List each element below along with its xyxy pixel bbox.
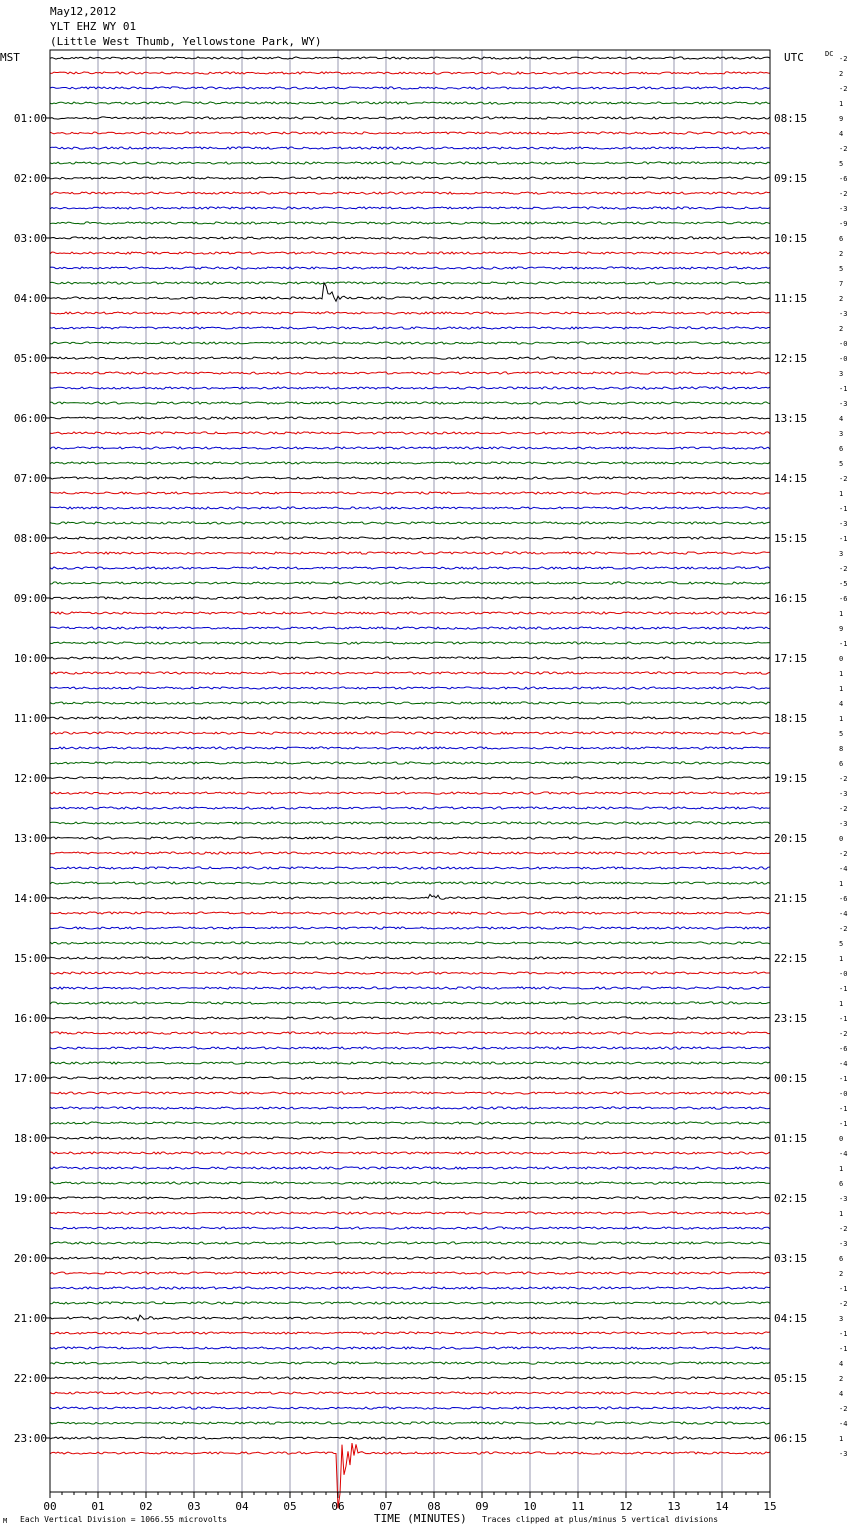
x-tick-label: 12 bbox=[619, 1500, 633, 1513]
trace-line bbox=[50, 672, 770, 674]
dc-offset-label: -3 bbox=[839, 205, 848, 213]
dc-offset-label: -1 bbox=[839, 505, 848, 513]
right-hour-label: 14:15 bbox=[774, 472, 808, 485]
trace-line bbox=[50, 57, 770, 59]
dc-offset-label: -4 bbox=[839, 1150, 848, 1158]
trace-line bbox=[50, 1443, 770, 1508]
dc-offset-label: 5 bbox=[839, 265, 844, 273]
trace-line bbox=[50, 582, 770, 584]
right-hour-label: 10:15 bbox=[774, 232, 808, 245]
trace-line bbox=[50, 882, 770, 884]
trace-line bbox=[50, 792, 770, 794]
trace-line bbox=[50, 657, 770, 659]
trace-line bbox=[50, 1407, 770, 1409]
dc-offset-label: -2 bbox=[839, 190, 848, 198]
right-hour-label: 19:15 bbox=[774, 772, 808, 785]
right-hour-label: 22:15 bbox=[774, 952, 808, 965]
right-hour-label: 13:15 bbox=[774, 412, 808, 425]
trace-line bbox=[50, 342, 770, 344]
left-hour-label: 10:00 bbox=[13, 652, 47, 665]
dc-label: DC bbox=[825, 50, 834, 58]
x-tick-label: 11 bbox=[571, 1500, 585, 1513]
dc-offset-label: 1 bbox=[839, 1000, 844, 1008]
trace-line bbox=[50, 702, 770, 704]
dc-offset-label: -1 bbox=[839, 1015, 848, 1023]
trace-line bbox=[50, 477, 770, 479]
trace-line bbox=[50, 372, 770, 374]
dc-offset-label: -2 bbox=[839, 85, 848, 93]
trace-line bbox=[50, 147, 770, 149]
trace-line bbox=[50, 1437, 770, 1439]
trace-line bbox=[50, 1257, 770, 1259]
trace-line bbox=[50, 1167, 770, 1169]
trace-line bbox=[50, 537, 770, 539]
left-timezone-label: MST bbox=[0, 51, 20, 64]
right-hour-label: 03:15 bbox=[774, 1252, 808, 1265]
dc-offset-label: -2 bbox=[839, 1225, 848, 1233]
dc-offset-label: 4 bbox=[839, 1360, 844, 1368]
trace-line bbox=[50, 1347, 770, 1349]
trace-line bbox=[50, 687, 770, 689]
trace-line bbox=[50, 1047, 770, 1049]
left-hour-label: 02:00 bbox=[13, 172, 47, 185]
dc-offset-label: -6 bbox=[839, 895, 848, 903]
dc-offset-label: 0 bbox=[839, 1135, 844, 1143]
dc-offset-label: 3 bbox=[839, 430, 844, 438]
trace-line bbox=[50, 72, 770, 74]
trace-line bbox=[50, 1032, 770, 1034]
left-hour-labels bbox=[14, 112, 50, 1445]
dc-offset-label: 4 bbox=[839, 130, 844, 138]
dc-offset-label: 2 bbox=[839, 1270, 844, 1278]
dc-offset-label: -1 bbox=[839, 1075, 848, 1083]
dc-offset-label: 2 bbox=[839, 70, 844, 78]
dc-offset-label: 1 bbox=[839, 1165, 844, 1173]
left-hour-label: 22:00 bbox=[13, 1372, 47, 1385]
x-tick-label: 10 bbox=[523, 1500, 537, 1513]
x-axis-label: TIME (MINUTES) bbox=[374, 1512, 467, 1525]
trace-line bbox=[50, 837, 770, 839]
dc-offset-label: 1 bbox=[839, 685, 844, 693]
x-tick-label: 02 bbox=[139, 1500, 153, 1513]
dc-offset-label: -2 bbox=[839, 1030, 848, 1038]
trace-line bbox=[50, 357, 770, 359]
trace-line bbox=[50, 972, 770, 974]
trace-line bbox=[50, 177, 770, 179]
trace-line bbox=[50, 432, 770, 434]
clip-note: Traces clipped at plus/minus 5 vertical divisions bbox=[482, 1515, 719, 1524]
dc-offset-label: -2 bbox=[839, 55, 848, 63]
dc-offset-label: -1 bbox=[839, 985, 848, 993]
dc-offset-label: -1 bbox=[839, 640, 848, 648]
dc-offset-label: -0 bbox=[839, 355, 848, 363]
right-hour-label: 02:15 bbox=[774, 1192, 808, 1205]
trace-line bbox=[50, 192, 770, 194]
dc-offset-label: 3 bbox=[839, 1315, 844, 1323]
trace-line bbox=[50, 927, 770, 929]
trace-line bbox=[50, 1302, 770, 1304]
dc-offset-label: -1 bbox=[839, 1120, 848, 1128]
left-hour-label: 15:00 bbox=[13, 952, 47, 965]
dc-offset-label: 1 bbox=[839, 715, 844, 723]
dc-offset-label: 4 bbox=[839, 1390, 844, 1398]
trace-line bbox=[50, 507, 770, 509]
dc-offset-label: 1 bbox=[839, 610, 844, 618]
trace-line bbox=[50, 894, 770, 899]
dc-offset-label: 5 bbox=[839, 460, 844, 468]
location-label: (Little West Thumb, Yellowstone Park, WY) bbox=[50, 35, 322, 48]
dc-offset-label: 8 bbox=[839, 745, 844, 753]
trace-line bbox=[50, 777, 770, 779]
trace-line bbox=[50, 987, 770, 989]
trace-line bbox=[50, 417, 770, 419]
dc-offset-label: 4 bbox=[839, 415, 844, 423]
right-hour-label: 18:15 bbox=[774, 712, 808, 725]
x-axis bbox=[43, 1492, 776, 1513]
x-tick-label: 14 bbox=[715, 1500, 729, 1513]
dc-offset-label: 5 bbox=[839, 160, 844, 168]
trace-line bbox=[50, 1182, 770, 1184]
dc-offset-label: -4 bbox=[839, 865, 848, 873]
dc-offset-label: -2 bbox=[839, 850, 848, 858]
dc-offset-label: -6 bbox=[839, 175, 848, 183]
trace-line bbox=[50, 942, 770, 944]
dc-offset-label: -0 bbox=[839, 970, 848, 978]
trace-line bbox=[50, 1315, 770, 1321]
trace-line bbox=[50, 1242, 770, 1244]
trace-line bbox=[50, 207, 770, 209]
dc-offset-label: -2 bbox=[839, 1405, 848, 1413]
dc-offset-label: 5 bbox=[839, 730, 844, 738]
x-tick-label: 13 bbox=[667, 1500, 681, 1513]
right-hour-label: 08:15 bbox=[774, 112, 808, 125]
dc-offset-label: -1 bbox=[839, 535, 848, 543]
trace-line bbox=[50, 717, 770, 719]
dc-offset-label: -3 bbox=[839, 400, 848, 408]
trace-line bbox=[50, 1272, 770, 1274]
trace-line bbox=[50, 327, 770, 329]
station-label: YLT EHZ WY 01 bbox=[50, 20, 137, 33]
dc-offset-label: 7 bbox=[839, 280, 844, 288]
dc-offset-label: 4 bbox=[839, 700, 844, 708]
right-hour-label: 16:15 bbox=[774, 592, 808, 605]
dc-offset-label: -6 bbox=[839, 595, 848, 603]
dc-offset-label: -5 bbox=[839, 580, 848, 588]
trace-line bbox=[50, 102, 770, 104]
date-label: May12,2012 bbox=[50, 5, 117, 18]
left-hour-label: 23:00 bbox=[13, 1432, 47, 1445]
trace-line bbox=[50, 1287, 770, 1289]
dc-offset-label: -3 bbox=[839, 1195, 848, 1203]
trace-line bbox=[50, 222, 770, 224]
dc-offset-label: -3 bbox=[839, 310, 848, 318]
dc-offset-label: 2 bbox=[839, 250, 844, 258]
left-hour-label: 12:00 bbox=[13, 772, 47, 785]
trace-line bbox=[50, 747, 770, 749]
left-hour-label: 08:00 bbox=[13, 532, 47, 545]
left-hour-label: 04:00 bbox=[13, 292, 47, 305]
trace-line bbox=[50, 1422, 770, 1424]
right-hour-label: 12:15 bbox=[774, 352, 808, 365]
dc-offset-label: 2 bbox=[839, 1375, 844, 1383]
dc-offset-label: 1 bbox=[839, 670, 844, 678]
trace-line bbox=[50, 283, 770, 301]
dc-offset-label: -1 bbox=[839, 1285, 848, 1293]
x-tick-label: 04 bbox=[235, 1500, 249, 1513]
dc-offset-label: 3 bbox=[839, 550, 844, 558]
trace-line bbox=[50, 612, 770, 614]
right-hour-label: 20:15 bbox=[774, 832, 808, 845]
dc-offset-label: -3 bbox=[839, 790, 848, 798]
dc-offset-labels bbox=[839, 55, 847, 1458]
dc-offset-label: -1 bbox=[839, 1345, 848, 1353]
dc-offset-label: 1 bbox=[839, 955, 844, 963]
trace-line bbox=[50, 87, 770, 89]
left-hour-label: 01:00 bbox=[13, 112, 47, 125]
dc-offset-label: -1 bbox=[839, 1330, 848, 1338]
left-hour-label: 21:00 bbox=[13, 1312, 47, 1325]
x-tick-label: 05 bbox=[283, 1500, 297, 1513]
trace-line bbox=[50, 912, 770, 914]
left-hour-label: 20:00 bbox=[13, 1252, 47, 1265]
dc-offset-label: -3 bbox=[839, 1240, 848, 1248]
x-tick-label: 00 bbox=[43, 1500, 57, 1513]
dc-offset-label: -2 bbox=[839, 805, 848, 813]
left-hour-label: 09:00 bbox=[13, 592, 47, 605]
plot-frame bbox=[50, 50, 770, 1492]
traces bbox=[50, 57, 770, 1509]
trace-line bbox=[50, 1017, 770, 1019]
trace-line bbox=[50, 522, 770, 524]
dc-offset-label: 9 bbox=[839, 625, 844, 633]
dc-offset-label: -0 bbox=[839, 1090, 848, 1098]
trace-line bbox=[50, 492, 770, 494]
dc-offset-label: -2 bbox=[839, 925, 848, 933]
dc-offset-label: 9 bbox=[839, 115, 844, 123]
trace-line bbox=[50, 1197, 770, 1199]
x-tick-label: 08 bbox=[427, 1500, 441, 1513]
dc-offset-label: 1 bbox=[839, 1435, 844, 1443]
trace-line bbox=[50, 957, 770, 959]
trace-line bbox=[50, 162, 770, 164]
dc-offset-label: 3 bbox=[839, 370, 844, 378]
x-tick-label: 06 bbox=[331, 1500, 345, 1513]
trace-line bbox=[50, 1137, 770, 1139]
dc-offset-label: 6 bbox=[839, 445, 844, 453]
right-hour-label: 21:15 bbox=[774, 892, 808, 905]
trace-line bbox=[50, 1077, 770, 1079]
left-hour-label: 07:00 bbox=[13, 472, 47, 485]
x-tick-label: 09 bbox=[475, 1500, 489, 1513]
trace-line bbox=[50, 402, 770, 404]
scale-note: Each Vertical Division = 1066.55 microvolts bbox=[20, 1515, 228, 1524]
trace-line bbox=[50, 267, 770, 269]
right-hour-label: 23:15 bbox=[774, 1012, 808, 1025]
dc-offset-label: 1 bbox=[839, 1210, 844, 1218]
trace-line bbox=[50, 552, 770, 554]
right-hour-label: 05:15 bbox=[774, 1372, 808, 1385]
trace-line bbox=[50, 1152, 770, 1154]
trace-line bbox=[50, 1092, 770, 1094]
right-hour-label: 09:15 bbox=[774, 172, 808, 185]
dc-offset-label: 6 bbox=[839, 1255, 844, 1263]
left-hour-label: 03:00 bbox=[13, 232, 47, 245]
trace-line bbox=[50, 447, 770, 449]
trace-line bbox=[50, 462, 770, 464]
trace-line bbox=[50, 1002, 770, 1004]
trace-line bbox=[50, 1392, 770, 1394]
x-tick-label: 07 bbox=[379, 1500, 393, 1513]
trace-line bbox=[50, 642, 770, 644]
dc-offset-label: 2 bbox=[839, 295, 844, 303]
dc-offset-label: 6 bbox=[839, 1180, 844, 1188]
trace-line bbox=[50, 1362, 770, 1364]
dc-offset-label: -2 bbox=[839, 565, 848, 573]
trace-line bbox=[50, 312, 770, 314]
trace-line bbox=[50, 627, 770, 629]
trace-line bbox=[50, 807, 770, 809]
right-hour-labels bbox=[774, 112, 807, 1445]
right-hour-label: 00:15 bbox=[774, 1072, 808, 1085]
trace-line bbox=[50, 252, 770, 254]
right-timezone-label: UTC bbox=[784, 51, 804, 64]
left-hour-label: 17:00 bbox=[13, 1072, 47, 1085]
dc-offset-label: -6 bbox=[839, 1045, 848, 1053]
dc-offset-label: -2 bbox=[839, 475, 848, 483]
trace-line bbox=[50, 762, 770, 764]
x-tick-label: 03 bbox=[187, 1500, 201, 1513]
dc-offset-label: -1 bbox=[839, 1105, 848, 1113]
dc-offset-label: -0 bbox=[839, 340, 848, 348]
trace-line bbox=[50, 1227, 770, 1229]
right-hour-label: 15:15 bbox=[774, 532, 808, 545]
dc-offset-label: 0 bbox=[839, 655, 844, 663]
trace-line bbox=[50, 117, 770, 119]
left-hour-label: 06:00 bbox=[13, 412, 47, 425]
left-hour-label: 13:00 bbox=[13, 832, 47, 845]
left-hour-label: 19:00 bbox=[13, 1192, 47, 1205]
dc-offset-label: 6 bbox=[839, 235, 844, 243]
trace-line bbox=[50, 852, 770, 854]
trace-line bbox=[50, 1107, 770, 1109]
trace-line bbox=[50, 867, 770, 869]
trace-line bbox=[50, 282, 770, 284]
trace-line bbox=[50, 822, 770, 824]
trace-line bbox=[50, 132, 770, 134]
trace-line bbox=[50, 597, 770, 599]
dc-offset-label: -1 bbox=[839, 385, 848, 393]
trace-line bbox=[50, 1122, 770, 1124]
trace-line bbox=[50, 387, 770, 389]
right-hour-label: 04:15 bbox=[774, 1312, 808, 1325]
dc-offset-label: 6 bbox=[839, 760, 844, 768]
right-hour-label: 11:15 bbox=[774, 292, 808, 305]
dc-offset-label: -2 bbox=[839, 1300, 848, 1308]
dc-offset-label: 1 bbox=[839, 880, 844, 888]
dc-offset-label: -3 bbox=[839, 1450, 848, 1458]
left-hour-label: 05:00 bbox=[13, 352, 47, 365]
dc-offset-label: 1 bbox=[839, 490, 844, 498]
left-hour-label: 18:00 bbox=[13, 1132, 47, 1145]
dc-offset-label: -3 bbox=[839, 820, 848, 828]
x-tick-label: 01 bbox=[91, 1500, 105, 1513]
dc-offset-label: -4 bbox=[839, 1420, 848, 1428]
logo-mark: M bbox=[3, 1517, 8, 1525]
trace-line bbox=[50, 567, 770, 569]
trace-line bbox=[50, 1377, 770, 1379]
x-tick-label: 15 bbox=[763, 1500, 777, 1513]
trace-line bbox=[50, 237, 770, 239]
left-hour-label: 11:00 bbox=[13, 712, 47, 725]
trace-line bbox=[50, 732, 770, 734]
dc-offset-label: -4 bbox=[839, 1060, 848, 1068]
dc-offset-label: -2 bbox=[839, 145, 848, 153]
dc-offset-label: -4 bbox=[839, 910, 848, 918]
right-hour-label: 17:15 bbox=[774, 652, 808, 665]
trace-line bbox=[50, 1212, 770, 1214]
left-hour-label: 16:00 bbox=[13, 1012, 47, 1025]
right-hour-label: 06:15 bbox=[774, 1432, 808, 1445]
dc-offset-label: 5 bbox=[839, 940, 844, 948]
dc-offset-label: 1 bbox=[839, 100, 844, 108]
dc-offset-label: -3 bbox=[839, 520, 848, 528]
dc-offset-label: 2 bbox=[839, 325, 844, 333]
dc-offset-label: -9 bbox=[839, 220, 848, 228]
right-hour-label: 01:15 bbox=[774, 1132, 808, 1145]
left-hour-label: 14:00 bbox=[13, 892, 47, 905]
trace-line bbox=[50, 1062, 770, 1064]
dc-offset-label: 0 bbox=[839, 835, 844, 843]
grid bbox=[98, 50, 722, 1492]
dc-offset-label: -2 bbox=[839, 775, 848, 783]
trace-line bbox=[50, 1332, 770, 1334]
